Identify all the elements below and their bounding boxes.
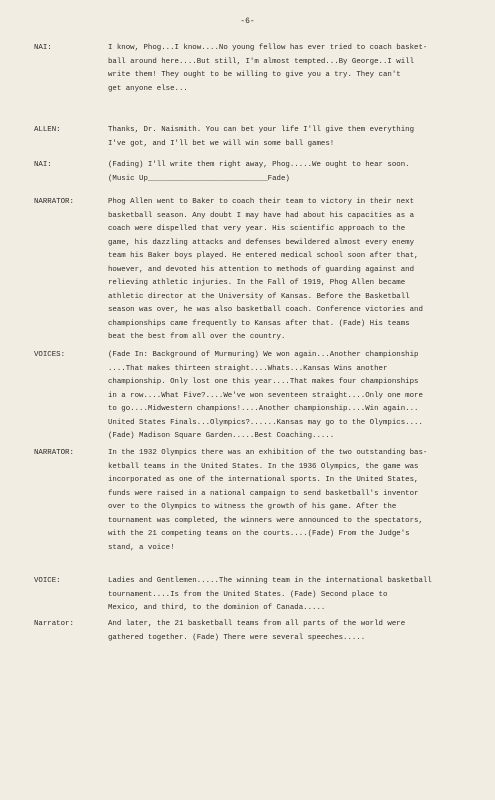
text-line: gathered together. (Fade) There were several speeches..... <box>108 633 366 642</box>
text-line: relieving athletic injuries. In the Fall of 1919, Phog Allen became <box>108 279 406 287</box>
page-number: -6- <box>240 17 255 26</box>
text-line: I know, Phog...I know....No young fellow has ever tried to coach basket- <box>108 44 428 52</box>
text-line: season was over, he was also basketball coach. Conference victories and <box>108 306 423 314</box>
speech-text <box>108 349 474 444</box>
text-line: over to the Olympics to witness the growth of his game. After the <box>108 503 397 511</box>
text-line: ....That makes thirteen straight....Whats...Kansas Wins another <box>108 364 388 373</box>
speaker-label: Narrator: <box>34 620 74 628</box>
text-line: I've got, and I'll bet we will win some ball games! <box>108 139 335 148</box>
speech-text <box>108 618 474 645</box>
text-line: write them! They ought to be willing to give you a try. They can't <box>108 71 401 79</box>
text-line: (Music Up___________________________Fade) <box>108 174 290 183</box>
speaker-label: NARRATOR: <box>34 198 74 206</box>
text-line: funds were raised in a national campaign to send basketball's inventor <box>108 489 419 498</box>
text-line: (Fade In: Background of Murmuring) We won again...Another championship <box>108 351 419 359</box>
text-line: tournament was completed, the winners were announced to the spectators, <box>108 516 423 525</box>
text-line: championships came frequently to Kansas after that. (Fade) His teams <box>108 319 410 328</box>
speaker-label: VOICE: <box>34 577 61 585</box>
text-line: athletic director at the University of Kansas. Before the Basketball <box>108 292 410 301</box>
speech-text <box>108 42 474 96</box>
speaker-label: NAI: <box>34 44 52 52</box>
text-line: Thanks, Dr. Naismith. You can bet your life I'll give them everything <box>108 126 415 134</box>
text-line: Phog Allen went to Baker to coach their team to victory in their next <box>108 198 415 206</box>
text-line: however, and devoted his attention to methods of guarding against and <box>108 265 415 274</box>
text-line: championship. Only lost one this year....That makes four championships <box>108 378 419 386</box>
speech-text <box>108 575 474 616</box>
text-line: United States Finals...Olympics?......Kansas may go to the Olympics.... <box>108 418 423 427</box>
text-line: Ladies and Gentlemen.....The winning team in the international basketball <box>108 577 432 585</box>
speech-text <box>108 447 474 555</box>
speaker-label: NAI: <box>34 161 52 169</box>
text-line: get anyone else... <box>108 84 188 93</box>
text-line: beat the best from all over the country. <box>108 333 286 341</box>
speech-text <box>108 159 474 186</box>
speech-text <box>108 196 474 345</box>
text-line: incorporated as one of the international sports. In the United States, <box>108 476 419 484</box>
text-line: team his Baker boys played. He entered medical school soon after that, <box>108 252 419 260</box>
text-line: Mexico, and third, to the dominion of Canada..... <box>108 604 326 612</box>
speaker-label: NARRATOR: <box>34 449 74 457</box>
text-line: (Fade) Madison Square Garden.....Best Coaching..... <box>108 432 335 440</box>
text-line: (Fading) I'll write them right away, Phog.....We ought to hear soon. <box>108 161 410 169</box>
text-line: basketball season. Any doubt I may have had about his capacities as a <box>108 211 415 220</box>
text-line: In the 1932 Olympics there was an exhibition of the two outstanding bas- <box>108 449 428 457</box>
text-line: ball around here....But still, I'm almost tempted...By George..I will <box>108 57 415 66</box>
text-line: game, his dazzling attacks and defenses bewildered almost every enemy <box>108 238 415 247</box>
text-line: to go....Midwestern champions!....Another championship....Win again... <box>108 405 419 413</box>
text-line: stand, a voice! <box>108 543 175 552</box>
text-line: tournament....Is from the United States. (Fade) Second place to <box>108 590 388 599</box>
text-line: with the 21 competing teams on the courts....(Fade) From the Judge's <box>108 530 410 538</box>
speaker-label: ALLEN: <box>34 126 61 134</box>
text-line: And later, the 21 basketball teams from all parts of the world were <box>108 620 406 628</box>
speech-text <box>108 124 474 151</box>
text-line: in a row....What Five?....We've won seventeen straight....Only one more <box>108 391 423 400</box>
speaker-label: VOICES: <box>34 351 66 359</box>
text-line: ketball teams in the United States. In the 1936 Olympics, the game was <box>108 462 419 471</box>
text-line: coach were dispelled that very year. His scientific approach to the <box>108 225 406 233</box>
